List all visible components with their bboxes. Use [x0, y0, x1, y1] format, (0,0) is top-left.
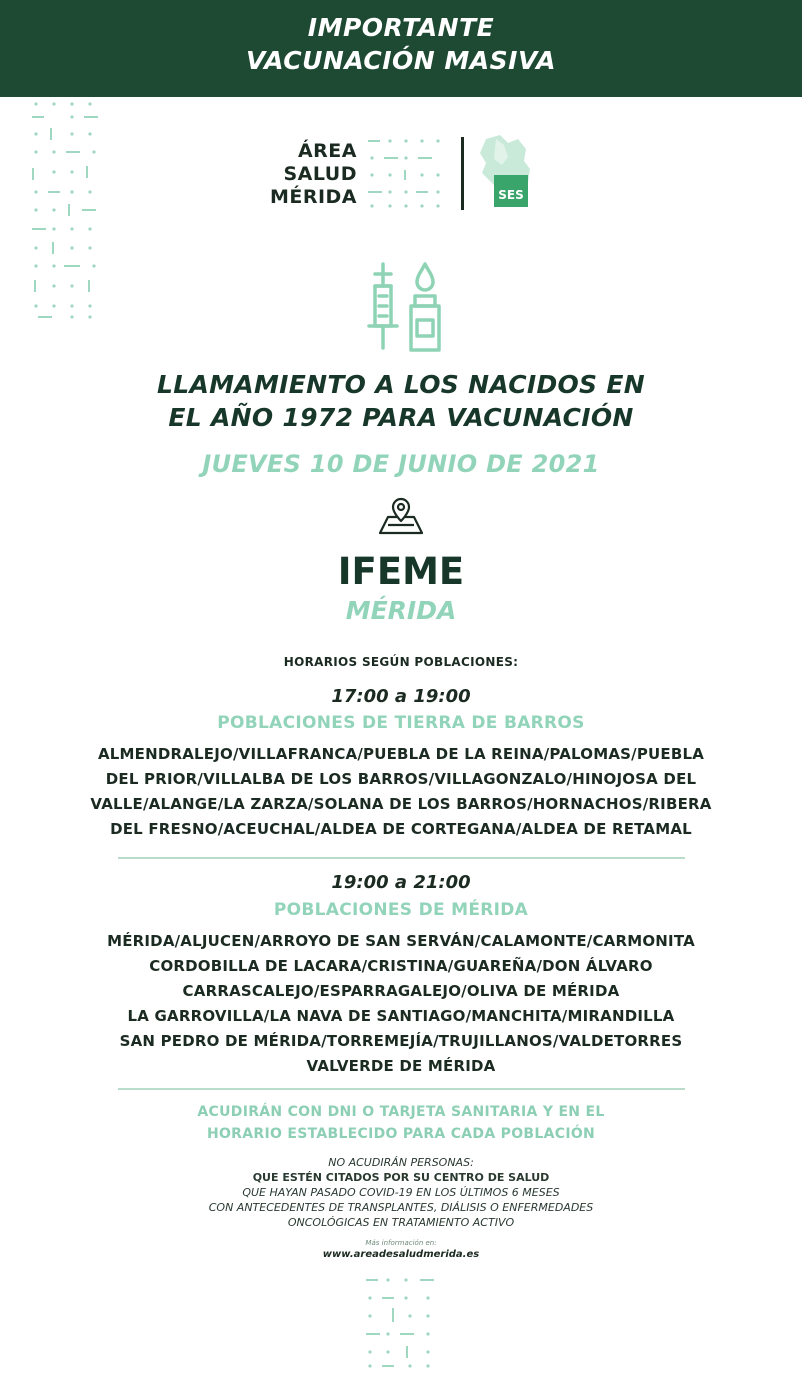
- header-title-line2: VACUNACIÓN MASIVA: [246, 46, 556, 75]
- slot2-towns-line: CARRASCALEJO/ESPARRAGALEJO/OLIVA DE MÉRIDA: [182, 982, 620, 1000]
- id-requirement-note: [0, 1101, 802, 1145]
- slot1-time: 17:00 a 19:00: [331, 686, 471, 707]
- slot1-group: POBLACIONES DE TIERRA DE BARROS: [217, 713, 585, 733]
- venue-city: MÉRIDA: [345, 596, 457, 625]
- logo-line1: ÁREA: [297, 140, 357, 162]
- website-link[interactable]: www.areadesaludmerida.es: [322, 1249, 480, 1260]
- exclusion-item: ONCOLÓGICAS EN TRATAMIENTO ACTIVO: [287, 1216, 515, 1229]
- location-pin-icon: [378, 497, 424, 541]
- slot1-towns-line: DEL FRESNO/ACEUCHAL/ALDEA DE CORTEGANA/ALDEA DE RETAMAL: [110, 820, 692, 838]
- logo-line2: SALUD: [283, 163, 357, 185]
- note-line1: ACUDIRÁN CON DNI O TARJETA SANITARIA Y EN EL: [197, 1104, 605, 1120]
- ses-badge: SES: [498, 188, 524, 202]
- logo-separator: [461, 137, 464, 210]
- divider-1: [118, 857, 685, 859]
- exclusion-item: CON ANTECEDENTES DE TRANSPLANTES, DIÁLISIS O ENFERMEDADES: [208, 1201, 594, 1214]
- vaccine-icon: [365, 262, 445, 361]
- logo-line3: MÉRIDA: [269, 186, 357, 208]
- call-title: [0, 368, 802, 434]
- title-line1: LLAMAMIENTO A LOS NACIDOS EN: [157, 370, 645, 399]
- slot1-town-list: [0, 742, 802, 842]
- note-line2: HORARIO ESTABLECIDO PARA CADA POBLACIÓN: [206, 1126, 596, 1142]
- slot1-towns-line: VALLE/ALANGE/LA ZARZA/SOLANA DE LOS BARROS/HORNACHOS/RIBERA: [90, 795, 712, 813]
- slot2-group: POBLACIONES DE MÉRIDA: [273, 900, 529, 920]
- divider-2: [118, 1088, 685, 1090]
- ses-logo: [478, 135, 534, 215]
- slot2-town-list: [0, 929, 802, 1079]
- exclusion-item: QUE HAYAN PASADO COVID-19 EN LOS ÚLTIMOS 6 MESES: [242, 1186, 560, 1199]
- header-title-line1: IMPORTANTE: [307, 13, 495, 42]
- logo-dot-pattern: [368, 138, 442, 210]
- slot2-towns-line: CORDOBILLA DE LACARA/CRISTINA/GUAREÑA/DON ÁLVARO: [149, 957, 653, 975]
- dot-pattern-top-left: [32, 100, 104, 322]
- schedule-heading: HORARIOS SEGÚN POBLACIONES:: [283, 655, 519, 669]
- exclusion-item: QUE ESTÉN CITADOS POR SU CENTRO DE SALUD: [252, 1171, 550, 1184]
- slot2-towns-line: SAN PEDRO DE MÉRIDA/TORREMEJÍA/TRUJILLANOS/VALDETORRES: [119, 1032, 683, 1050]
- title-line2: EL AÑO 1972 PARA VACUNACIÓN: [168, 403, 634, 432]
- slot1-towns-line: ALMENDRALEJO/VILLAFRANCA/PUEBLA DE LA REINA/PALOMAS/PUEBLA: [97, 745, 705, 763]
- more-info-label: Más información en:: [365, 1239, 437, 1247]
- venue-name: IFEME: [337, 550, 465, 593]
- dot-pattern-bottom: [366, 1276, 438, 1370]
- slot2-towns-line: LA GARROVILLA/LA NAVA DE SANTIAGO/MANCHITA/MIRANDILLA: [127, 1007, 675, 1025]
- header-banner: [0, 0, 802, 97]
- slot2-time: 19:00 a 21:00: [331, 872, 471, 893]
- area-salud-logo-text: [262, 140, 357, 209]
- exclusions-block: [0, 1155, 802, 1230]
- slot2-towns-line: MÉRIDA/ALJUCEN/ARROYO DE SAN SERVÁN/CALAMONTE/CARMONITA: [107, 932, 695, 950]
- slot1-towns-line: DEL PRIOR/VILLALBA DE LOS BARROS/VILLAGONZALO/HINOJOSA DEL: [105, 770, 697, 788]
- slot2-towns-line: VALVERDE DE MÉRIDA: [306, 1057, 496, 1075]
- event-date: JUEVES 10 DE JUNIO DE 2021: [202, 450, 600, 478]
- exclusions-heading: NO ACUDIRÁN PERSONAS:: [328, 1156, 474, 1169]
